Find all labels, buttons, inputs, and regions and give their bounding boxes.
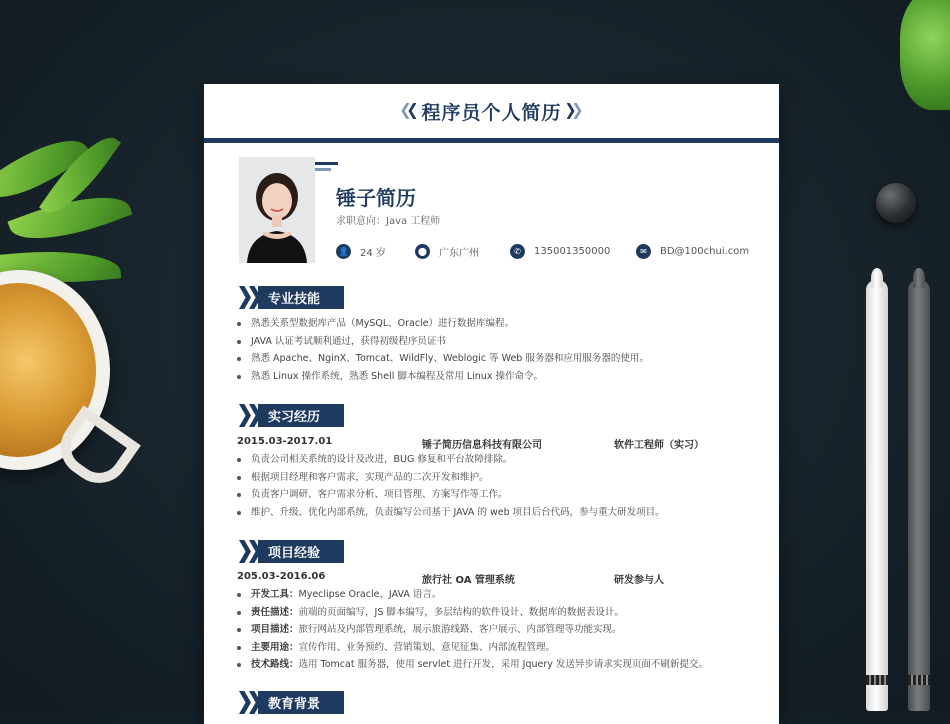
phone-text: 135001350000 [534, 246, 611, 257]
internship-period: 2015.03-2017.01 [237, 436, 333, 447]
list-item [237, 604, 757, 622]
internship-meta [237, 436, 757, 450]
page-title: 程序员个人简历 [421, 101, 562, 124]
project-list [237, 586, 757, 674]
item-label: 技术路线： [251, 659, 299, 670]
phone-icon: ✆ [510, 244, 525, 259]
project-meta [237, 571, 757, 585]
item-text: 旅行网站及内部管理系统，展示旅游线路、客户展示、内部管理等功能实现。 [298, 624, 622, 635]
item-text: 前端的页面编写，JS 脚本编写，多层结构的软件设计、数据库的数据表设计。 [298, 606, 624, 618]
list-item: 负责公司相关系统的设计及改进，BUG 修复和平台故障排除。 [237, 451, 757, 469]
chevron-right-icon [568, 103, 582, 119]
resume-page [204, 84, 779, 724]
item-label: 主要用途： [251, 641, 299, 653]
white-pen [866, 280, 888, 711]
resume-header [204, 84, 779, 138]
user-icon: 👤 [336, 244, 351, 259]
section-title: 实习经历 [258, 404, 344, 427]
internship-role: 软件工程师（实习） [614, 440, 704, 451]
item-text: 宣传作用、业务预约、营销策划、意见征集、内部流程管理。 [298, 641, 556, 653]
email-info [636, 244, 749, 259]
section-title: 教育背景 [258, 691, 344, 714]
age-text: 24 岁 [360, 248, 386, 259]
item-label: 责任描述： [251, 606, 299, 618]
section-title: 项目经验 [258, 540, 344, 563]
project-name: 旅行社 OA 管理系统 [422, 575, 515, 586]
contact-info [336, 244, 756, 262]
internship-list [237, 451, 757, 521]
list-item: 根据项目经理和客户需求，实现产品的二次开发和维护。 [237, 469, 757, 487]
title-divider [204, 138, 779, 143]
skills-list [237, 315, 757, 385]
phone-info [510, 244, 610, 259]
job-objective: 求职意向：Java 工程师 [336, 216, 441, 227]
item-text: 选用 Tomcat 服务器，使用 servlet 进行开发，采用 Jquery 发送异步请求实现页面不刷新提交。 [298, 659, 708, 670]
item-text: Myeclipse Oracle、JAVA 语言。 [298, 589, 442, 600]
chevron-left-icon [401, 103, 415, 119]
email-text: BD@100chui.com [660, 246, 750, 257]
location-pin-icon: ⬤ [415, 244, 430, 259]
gray-pen [908, 280, 930, 711]
profile-photo [239, 157, 315, 263]
list-item [237, 656, 757, 674]
list-item: 熟悉 Apache、NginX、Tomcat、WildFly、Weblogic 等 Web 服务器和应用服务器的使用。 [237, 350, 757, 368]
project-period: 205.03-2016.06 [237, 571, 326, 582]
location-info [415, 244, 479, 259]
location-text: 广东广州 [439, 248, 479, 259]
project-role: 研发参与人 [614, 575, 664, 586]
candidate-name: 锤子简历 [336, 186, 416, 210]
section-title: 专业技能 [258, 286, 344, 309]
list-item [237, 621, 757, 639]
accent-bar [315, 162, 338, 165]
internship-company: 锤子简历信息科技有限公司 [422, 440, 542, 451]
list-item: 维护、升级、优化内部系统，负责编写公司基于 JAVA 的 web 项目后台代码，参与重大研发项目。 [237, 504, 757, 522]
item-label: 开发工具： [251, 589, 299, 600]
accent-bar [315, 168, 331, 171]
mail-icon: ✉ [636, 244, 651, 259]
item-label: 项目描述： [251, 624, 299, 635]
list-item: 熟悉 Linux 操作系统，熟悉 Shell 脚本编程及常用 Linux 操作命令。 [237, 368, 757, 386]
list-item: 熟悉关系型数据库产品（MySQL、Oracle）进行数据库编程。 [237, 315, 757, 333]
knob-decoration [876, 183, 916, 223]
plant-decoration [900, 0, 950, 110]
age-info [336, 244, 386, 259]
list-item: JAVA 认证考试顺利通过，获得初级程序员证书 [237, 333, 757, 351]
list-item [237, 639, 757, 657]
list-item: 负责客户调研、客户需求分析、项目管理、方案写作等工作。 [237, 486, 757, 504]
list-item [237, 586, 757, 604]
